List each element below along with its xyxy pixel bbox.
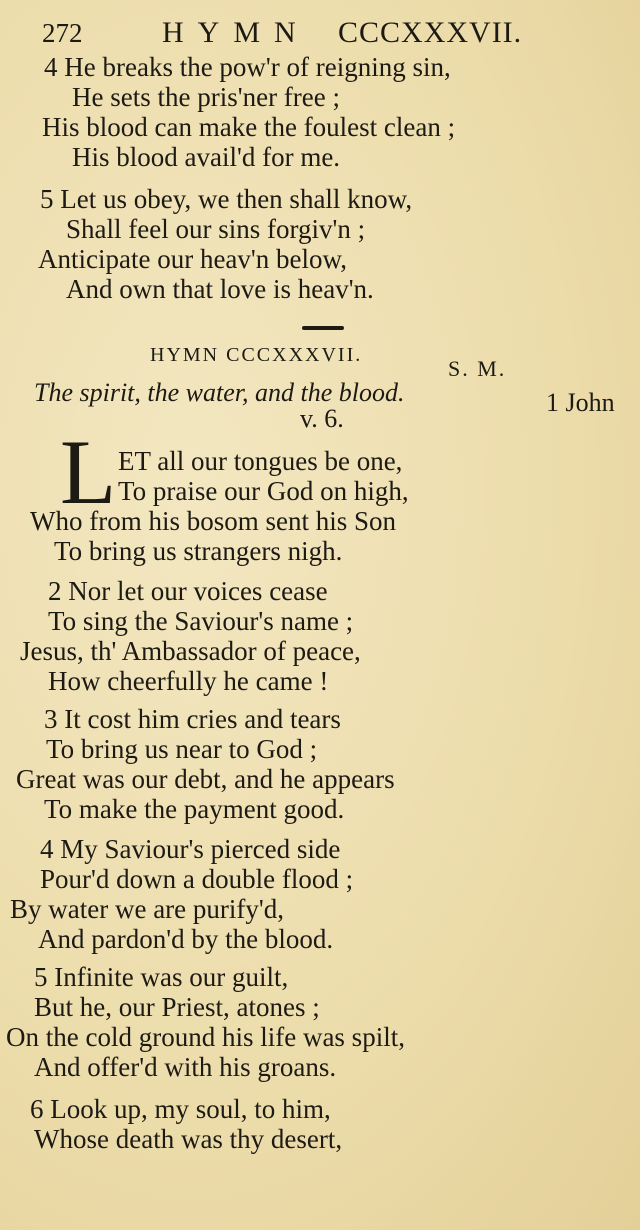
- running-hymn-number: CCCXXXVII.: [338, 16, 523, 49]
- verse-line: 5 Let us obey, we then shall know,: [40, 184, 413, 214]
- verse-line: His blood can make the foulest clean ;: [42, 112, 456, 142]
- verse-line: Shall feel our sins forgiv'n ;: [66, 214, 366, 244]
- verse-line: 2 Nor let our voices cease: [48, 576, 328, 606]
- drop-cap: L: [60, 421, 117, 523]
- verse-line: 5 Infinite was our guilt,: [34, 962, 289, 992]
- scripture-reference: 1 John: [546, 388, 615, 417]
- verse-line: 4 My Saviour's pierced side: [40, 834, 341, 864]
- verse-line: To bring us near to God ;: [46, 734, 318, 764]
- verse-line: 6 Look up, my soul, to him,: [30, 1094, 331, 1124]
- verse-line: But he, our Priest, atones ;: [34, 992, 320, 1022]
- verse-line: How cheerfully he came !: [48, 666, 329, 696]
- running-head: HYMN: [162, 16, 310, 49]
- hymn-meter: S. M.: [448, 356, 507, 381]
- running-header: [0, 14, 640, 54]
- scripture-reference-verse: v. 6.: [300, 404, 344, 433]
- verse-line: And offer'd with his groans.: [34, 1052, 337, 1082]
- section-divider: [302, 326, 344, 330]
- verse-line: Whose death was thy desert,: [34, 1124, 343, 1154]
- page-number: 272: [42, 18, 83, 48]
- verse-line: Jesus, th' Ambassador of peace,: [20, 636, 361, 666]
- verse-line: To bring us strangers nigh.: [54, 536, 343, 566]
- verse-line: He sets the pris'ner free ;: [72, 82, 341, 112]
- verse-line: His blood avail'd for me.: [72, 142, 341, 172]
- verse-line: To praise our God on high,: [118, 476, 409, 506]
- verse-line: To make the payment good.: [44, 794, 345, 824]
- verse-line: 4 He breaks the pow'r of reigning sin,: [44, 52, 451, 82]
- hymn-title: HYMN CCCXXXVII.: [150, 344, 363, 366]
- verse-line: Who from his bosom sent his Son: [30, 506, 397, 536]
- verse-line: 3 It cost him cries and tears: [44, 704, 341, 734]
- verse-line: Pour'd down a double flood ;: [40, 864, 354, 894]
- verse-line: ET all our tongues be one,: [118, 446, 403, 476]
- verse-line: Anticipate our heav'n below,: [38, 244, 348, 274]
- verse-line: Great was our debt, and he appears: [16, 764, 395, 794]
- verse-line: And own that love is heav'n.: [66, 274, 374, 304]
- verse-line: To sing the Saviour's name ;: [48, 606, 354, 636]
- verse-line: And pardon'd by the blood.: [38, 924, 334, 954]
- verse-line: By water we are purify'd,: [10, 894, 285, 924]
- hymn-subtitle: The spirit, the water, and the blood.: [34, 378, 405, 407]
- verse-line: On the cold ground his life was spilt,: [6, 1022, 405, 1052]
